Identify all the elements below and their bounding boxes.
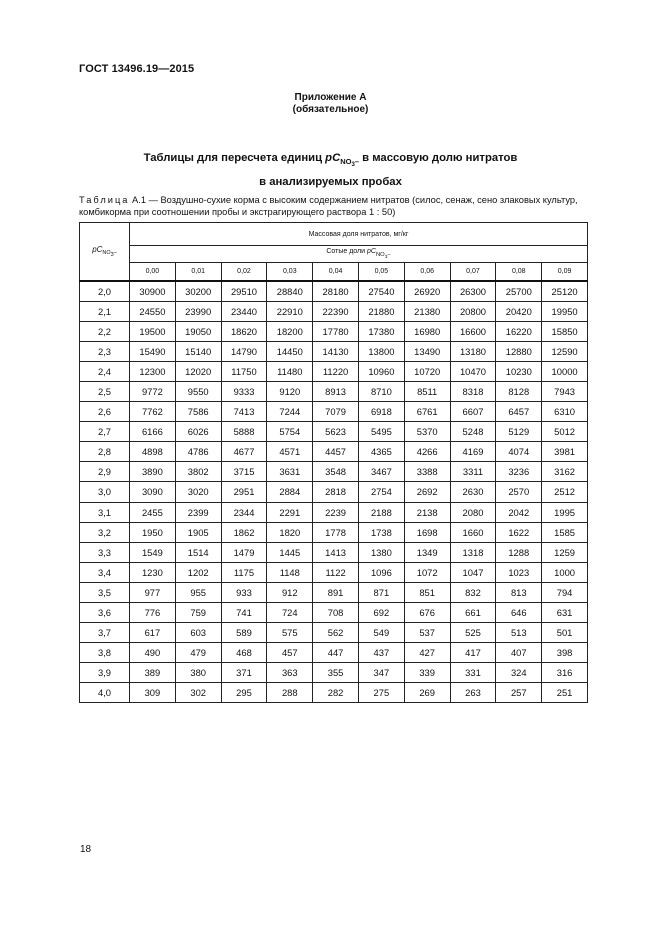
- table-cell: 14130: [313, 342, 359, 362]
- table-cell: 2138: [404, 502, 450, 522]
- table-cell: 1585: [542, 522, 588, 542]
- table-cell: 490: [130, 642, 176, 662]
- table-cell: 1259: [542, 542, 588, 562]
- table-cell: 22910: [267, 302, 313, 322]
- table-cell: 5129: [496, 422, 542, 442]
- table-row: [80, 362, 588, 382]
- table-cell: 11480: [267, 362, 313, 382]
- table-cell: 3715: [221, 462, 267, 482]
- table-cell: 295: [221, 682, 267, 702]
- table-row: [80, 442, 588, 462]
- table-cell: 2188: [358, 502, 404, 522]
- column-header: 0,03: [267, 263, 313, 282]
- pc-value-cell: 2,8: [80, 442, 130, 462]
- table-cell: 10000: [542, 362, 588, 382]
- section-heading-line2: в анализируемых пробах: [259, 176, 402, 189]
- table-cell: 813: [496, 582, 542, 602]
- table-cell: 479: [175, 642, 221, 662]
- table-cell: 26300: [450, 281, 496, 302]
- table-cell: 8710: [358, 382, 404, 402]
- document-code: ГОСТ 13496.19—2015: [79, 63, 195, 75]
- table-cell: 1950: [130, 522, 176, 542]
- table-cell: 7244: [267, 402, 313, 422]
- table-cell: 6166: [130, 422, 176, 442]
- table-cell: 1318: [450, 542, 496, 562]
- table-cell: 912: [267, 582, 313, 602]
- table-cell: 4074: [496, 442, 542, 462]
- table-cell: 692: [358, 602, 404, 622]
- table-row: [80, 582, 588, 602]
- table-cell: 10230: [496, 362, 542, 382]
- table-cell: 24550: [130, 302, 176, 322]
- table-cell: 1778: [313, 522, 359, 542]
- column-header: 0,00: [130, 263, 176, 282]
- table-cell: 29510: [221, 281, 267, 302]
- table-cell: 977: [130, 582, 176, 602]
- table-cell: 549: [358, 622, 404, 642]
- table-cell: 11220: [313, 362, 359, 382]
- table-cell: 12880: [496, 342, 542, 362]
- pc-value-cell: 2,0: [80, 281, 130, 302]
- table-cell: 3802: [175, 462, 221, 482]
- table-cell: 2951: [221, 482, 267, 502]
- table-cell: 676: [404, 602, 450, 622]
- pc-value-cell: 2,2: [80, 322, 130, 342]
- table-cell: 21880: [358, 302, 404, 322]
- table-cell: 13490: [404, 342, 450, 362]
- table-cell: 617: [130, 622, 176, 642]
- table-cell: 6607: [450, 402, 496, 422]
- table-cell: 13800: [358, 342, 404, 362]
- table-cell: 1738: [358, 522, 404, 542]
- table-cell: 1514: [175, 542, 221, 562]
- pc-value-cell: 2,6: [80, 402, 130, 422]
- table-cell: 2399: [175, 502, 221, 522]
- column-header: 0,05: [358, 263, 404, 282]
- table-cell: 275: [358, 682, 404, 702]
- table-cell: 11750: [221, 362, 267, 382]
- table-row: [80, 462, 588, 482]
- table-cell: 417: [450, 642, 496, 662]
- table-cell: 371: [221, 662, 267, 682]
- table-cell: 1479: [221, 542, 267, 562]
- table-cell: 1148: [267, 562, 313, 582]
- table-cell: 3467: [358, 462, 404, 482]
- pc-value-cell: 3,1: [80, 502, 130, 522]
- table-cell: 18620: [221, 322, 267, 342]
- conversion-table: [79, 222, 588, 703]
- table-cell: 513: [496, 622, 542, 642]
- table-cell: 4365: [358, 442, 404, 462]
- table-cell: 4457: [313, 442, 359, 462]
- table-cell: 26920: [404, 281, 450, 302]
- column-header: 0,04: [313, 263, 359, 282]
- table-cell: 661: [450, 602, 496, 622]
- table-cell: 257: [496, 682, 542, 702]
- table-cell: 4169: [450, 442, 496, 462]
- table-cell: 7413: [221, 402, 267, 422]
- table-cell: 4898: [130, 442, 176, 462]
- table-cell: 6457: [496, 402, 542, 422]
- table-cell: 832: [450, 582, 496, 602]
- table-cell: 1175: [221, 562, 267, 582]
- table-cell: 1000: [542, 562, 588, 582]
- table-row: [80, 602, 588, 622]
- table-cell: 339: [404, 662, 450, 682]
- table-cell: 2630: [450, 482, 496, 502]
- pc-value-cell: 3,8: [80, 642, 130, 662]
- table-cell: 2344: [221, 502, 267, 522]
- table-cell: 23990: [175, 302, 221, 322]
- table-row: [80, 281, 588, 302]
- table-cell: 20420: [496, 302, 542, 322]
- appendix-heading: [0, 92, 661, 116]
- table-cell: 1122: [313, 562, 359, 582]
- table-cell: 2239: [313, 502, 359, 522]
- table-row: [80, 662, 588, 682]
- table-cell: 14790: [221, 342, 267, 362]
- table-cell: 16600: [450, 322, 496, 342]
- table-cell: 23440: [221, 302, 267, 322]
- table-cell: 3890: [130, 462, 176, 482]
- table-row: [80, 642, 588, 662]
- table-cell: 724: [267, 602, 313, 622]
- table-cell: 1698: [404, 522, 450, 542]
- table-cell: 525: [450, 622, 496, 642]
- table-cell: 2570: [496, 482, 542, 502]
- table-cell: 8128: [496, 382, 542, 402]
- table-cell: 2455: [130, 502, 176, 522]
- table-cell: 9550: [175, 382, 221, 402]
- table-cell: 14450: [267, 342, 313, 362]
- table-cell: 10960: [358, 362, 404, 382]
- pc-value-cell: 3,3: [80, 542, 130, 562]
- appendix-title: Приложение А: [294, 92, 367, 103]
- table-cell: 1445: [267, 542, 313, 562]
- table-cell: 2291: [267, 502, 313, 522]
- section-heading: [0, 150, 661, 191]
- table-cell: 871: [358, 582, 404, 602]
- table-cell: 8318: [450, 382, 496, 402]
- table-row: [80, 482, 588, 502]
- column-header: 0,08: [496, 263, 542, 282]
- table-cell: 302: [175, 682, 221, 702]
- table-cell: 1072: [404, 562, 450, 582]
- table-cell: 13180: [450, 342, 496, 362]
- table-cell: 9120: [267, 382, 313, 402]
- table-cell: 3236: [496, 462, 542, 482]
- table-cell: 776: [130, 602, 176, 622]
- table-cell: 2754: [358, 482, 404, 502]
- table-cell: 30200: [175, 281, 221, 302]
- table-cell: 8511: [404, 382, 450, 402]
- table-cell: 437: [358, 642, 404, 662]
- table-cell: 25120: [542, 281, 588, 302]
- table-row: [80, 322, 588, 342]
- column-header: 0,02: [221, 263, 267, 282]
- appendix-subtitle: (обязательное): [292, 104, 369, 115]
- table-cell: 1660: [450, 522, 496, 542]
- table-cell: 2818: [313, 482, 359, 502]
- hundredths-header: Сотые доли $pC_{NO_3-}$: [130, 246, 588, 263]
- column-header: 0,01: [175, 263, 221, 282]
- table-cell: 4677: [221, 442, 267, 462]
- table-cell: 28180: [313, 281, 359, 302]
- table-cell: 17380: [358, 322, 404, 342]
- table-cell: 19050: [175, 322, 221, 342]
- table-cell: 5623: [313, 422, 359, 442]
- table-cell: 2884: [267, 482, 313, 502]
- table-cell: 407: [496, 642, 542, 662]
- column-header: 0,07: [450, 263, 496, 282]
- table-cell: 398: [542, 642, 588, 662]
- table-cell: 288: [267, 682, 313, 702]
- table-cell: 5370: [404, 422, 450, 442]
- table-cell: 15140: [175, 342, 221, 362]
- table-cell: 3631: [267, 462, 313, 482]
- table-cell: 263: [450, 682, 496, 702]
- table-cell: 10720: [404, 362, 450, 382]
- table-cell: 851: [404, 582, 450, 602]
- table-cell: 7586: [175, 402, 221, 422]
- table-cell: 1413: [313, 542, 359, 562]
- table-cell: 3981: [542, 442, 588, 462]
- table-cell: 1047: [450, 562, 496, 582]
- table-cell: 1820: [267, 522, 313, 542]
- table-cell: 19500: [130, 322, 176, 342]
- table-cell: 15490: [130, 342, 176, 362]
- pc-value-cell: 3,7: [80, 622, 130, 642]
- table-cell: 5495: [358, 422, 404, 442]
- table-cell: 537: [404, 622, 450, 642]
- section-heading-line1: Таблицы для пересчета единиц $pC_{NO_3-}$ в массовую долю нитратов: [143, 152, 518, 169]
- table-cell: 389: [130, 662, 176, 682]
- table-cell: 891: [313, 582, 359, 602]
- pc-value-cell: 2,7: [80, 422, 130, 442]
- table-caption: Таблица А.1 — Воздушно-сухие корма с высоким содержанием нитратов (силос, сенаж, сено злаковых культур, комбикорма при соотношении пробы и экстрагирующего раствора 1 : 50): [79, 195, 578, 217]
- table-cell: 363: [267, 662, 313, 682]
- table-row: [80, 342, 588, 362]
- table-cell: 1230: [130, 562, 176, 582]
- pc-value-cell: 2,5: [80, 382, 130, 402]
- table-cell: 501: [542, 622, 588, 642]
- table-cell: 1380: [358, 542, 404, 562]
- table-cell: 447: [313, 642, 359, 662]
- pc-value-cell: 3,6: [80, 602, 130, 622]
- table-cell: 794: [542, 582, 588, 602]
- table-cell: 12300: [130, 362, 176, 382]
- table-cell: 1349: [404, 542, 450, 562]
- pc-value-cell: 2,3: [80, 342, 130, 362]
- table-cell: 1622: [496, 522, 542, 542]
- table-cell: 22390: [313, 302, 359, 322]
- pc-value-cell: 3,5: [80, 582, 130, 602]
- table-cell: 27540: [358, 281, 404, 302]
- pc-value-cell: 2,4: [80, 362, 130, 382]
- table-cell: 4266: [404, 442, 450, 462]
- column-header: 0,06: [404, 263, 450, 282]
- page-number: 18: [80, 844, 92, 855]
- column-headers-row: [80, 263, 588, 282]
- table-cell: 316: [542, 662, 588, 682]
- table-row: [80, 622, 588, 642]
- table-cell: 25700: [496, 281, 542, 302]
- table-cell: 759: [175, 602, 221, 622]
- table-row: [80, 382, 588, 402]
- pc-column-header: $pC_{NO_3-}$: [80, 223, 130, 282]
- pc-value-cell: 3,2: [80, 522, 130, 542]
- table-cell: 2692: [404, 482, 450, 502]
- table-cell: 3388: [404, 462, 450, 482]
- column-header: 0,09: [542, 263, 588, 282]
- table-cell: 10470: [450, 362, 496, 382]
- table-cell: 16980: [404, 322, 450, 342]
- table-cell: 9333: [221, 382, 267, 402]
- table-cell: 15850: [542, 322, 588, 342]
- table-cell: 741: [221, 602, 267, 622]
- table-cell: 309: [130, 682, 176, 702]
- table-cell: 4571: [267, 442, 313, 462]
- table-cell: 1288: [496, 542, 542, 562]
- table-row: [80, 682, 588, 702]
- table-cell: 631: [542, 602, 588, 622]
- table-cell: 251: [542, 682, 588, 702]
- table-cell: 6026: [175, 422, 221, 442]
- table-cell: 1202: [175, 562, 221, 582]
- table-cell: 355: [313, 662, 359, 682]
- table-cell: 6918: [358, 402, 404, 422]
- pc-value-cell: 2,9: [80, 462, 130, 482]
- table-cell: 1862: [221, 522, 267, 542]
- table-cell: 5888: [221, 422, 267, 442]
- table-cell: 646: [496, 602, 542, 622]
- table-cell: 5754: [267, 422, 313, 442]
- table-cell: 3311: [450, 462, 496, 482]
- table-cell: 933: [221, 582, 267, 602]
- table-cell: 7762: [130, 402, 176, 422]
- table-cell: 12590: [542, 342, 588, 362]
- pc-value-cell: 3,0: [80, 482, 130, 502]
- table-cell: 1995: [542, 502, 588, 522]
- table-cell: 269: [404, 682, 450, 702]
- table-cell: 3548: [313, 462, 359, 482]
- table-cell: 12020: [175, 362, 221, 382]
- table-row: [80, 502, 588, 522]
- table-cell: 7943: [542, 382, 588, 402]
- table-cell: 3162: [542, 462, 588, 482]
- table-cell: 30900: [130, 281, 176, 302]
- table-cell: 5012: [542, 422, 588, 442]
- table-cell: 6310: [542, 402, 588, 422]
- table-cell: 3090: [130, 482, 176, 502]
- table-cell: 21380: [404, 302, 450, 322]
- table-cell: 575: [267, 622, 313, 642]
- table-row: [80, 522, 588, 542]
- table-cell: 1096: [358, 562, 404, 582]
- table-cell: 6761: [404, 402, 450, 422]
- table-cell: 603: [175, 622, 221, 642]
- table-row: [80, 562, 588, 582]
- mass-fraction-header: Массовая доля нитратов, мг/кг: [130, 223, 588, 246]
- table-cell: 1905: [175, 522, 221, 542]
- table-cell: 468: [221, 642, 267, 662]
- table-cell: 347: [358, 662, 404, 682]
- table-cell: 708: [313, 602, 359, 622]
- table-cell: 20800: [450, 302, 496, 322]
- pc-value-cell: 3,9: [80, 662, 130, 682]
- table-cell: 7079: [313, 402, 359, 422]
- table-cell: 18200: [267, 322, 313, 342]
- table-cell: 3020: [175, 482, 221, 502]
- table-cell: 1023: [496, 562, 542, 582]
- table-cell: 457: [267, 642, 313, 662]
- table-cell: 955: [175, 582, 221, 602]
- table-cell: 2042: [496, 502, 542, 522]
- table-cell: 427: [404, 642, 450, 662]
- table-cell: 562: [313, 622, 359, 642]
- table-cell: 8913: [313, 382, 359, 402]
- table-cell: 4786: [175, 442, 221, 462]
- table-cell: 28840: [267, 281, 313, 302]
- table-row: [80, 542, 588, 562]
- table-cell: 380: [175, 662, 221, 682]
- table-cell: 2080: [450, 502, 496, 522]
- pc-value-cell: 4,0: [80, 682, 130, 702]
- table-row: [80, 402, 588, 422]
- table-cell: 9772: [130, 382, 176, 402]
- pc-value-cell: 2,1: [80, 302, 130, 322]
- table-cell: 19950: [542, 302, 588, 322]
- table-cell: 17780: [313, 322, 359, 342]
- table-cell: 331: [450, 662, 496, 682]
- table-cell: 324: [496, 662, 542, 682]
- pc-value-cell: 3,4: [80, 562, 130, 582]
- table-cell: 1549: [130, 542, 176, 562]
- table-cell: 16220: [496, 322, 542, 342]
- table-cell: 5248: [450, 422, 496, 442]
- table-cell: 282: [313, 682, 359, 702]
- table-cell: 589: [221, 622, 267, 642]
- table-cell: 2512: [542, 482, 588, 502]
- table-row: [80, 422, 588, 442]
- table-row: [80, 302, 588, 322]
- table-body: [80, 281, 588, 702]
